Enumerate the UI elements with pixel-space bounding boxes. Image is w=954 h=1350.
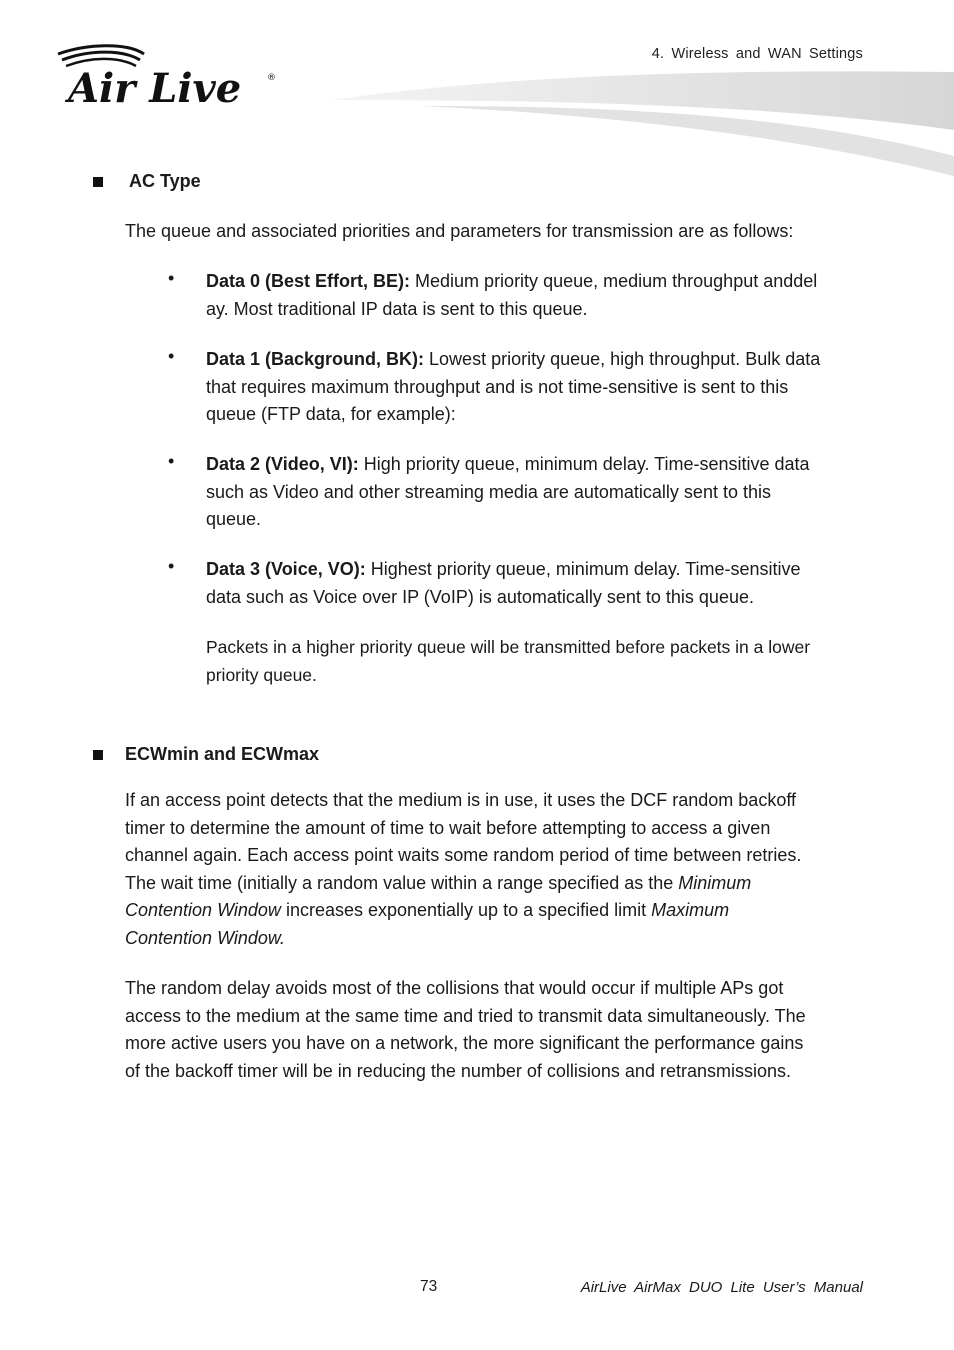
bullet-text: data such as Voice over IP (VoIP) is automatically sent to this queue. xyxy=(206,586,754,607)
square-bullet-icon xyxy=(93,750,103,760)
bullet-text: ay. Most traditional IP data is sent to this queue. xyxy=(206,298,588,319)
airlive-logo xyxy=(56,40,286,110)
bullet-text: High priority queue, minimum delay. Time-sensitive data xyxy=(358,454,810,474)
bullet-text: that requires maximum throughput and is not time-sensitive is sent to this xyxy=(206,376,789,397)
list-item xyxy=(206,451,886,534)
bullet-text: queue. xyxy=(206,509,262,530)
square-bullet-icon xyxy=(93,177,103,187)
svg-text:Air Live: Air Live xyxy=(68,65,242,110)
paragraph-line: The random delay avoids most of the collisions that would occur if multiple APs got xyxy=(125,978,784,998)
list-item xyxy=(206,346,886,429)
manual-title: AirLive AirMax DUO Lite User’s Manual xyxy=(580,1279,863,1296)
bullet-term: Data 3 (Voice, VO): xyxy=(206,559,366,579)
bullet-text: Lowest priority queue, high throughput. Bulk data xyxy=(424,349,821,369)
paragraph-line: more active users you have on a network, the more significant the performance gains xyxy=(125,1033,804,1054)
note-text: Packets in a higher priority queue will be transmitted before packets in a lower xyxy=(206,637,811,657)
ecw-paragraph-1 xyxy=(125,787,885,953)
bullet-icon: • xyxy=(168,451,175,471)
section-heading: ECWmin and ECWmax xyxy=(125,744,320,764)
italic-term: Contention Window. xyxy=(125,927,285,948)
bullet-term: Data 2 (Video, VI): xyxy=(206,454,359,474)
chapter-title: 4. Wireless and WAN Settings xyxy=(651,46,863,62)
bullet-text: Highest priority queue, minimum delay. Time-sensitive xyxy=(365,559,801,579)
svg-text:®: ® xyxy=(267,73,276,83)
note-text: priority queue. xyxy=(206,664,317,685)
bullet-text: queue (FTP data, for example): xyxy=(206,404,456,425)
paragraph-line: timer to determine the amount of time to wait before attempting to access a given xyxy=(125,817,771,838)
ecw-paragraph-2 xyxy=(125,975,885,1085)
paragraph-text: The wait time (initially a random value within a range specified as the xyxy=(125,872,679,893)
paragraph-text: increases exponentially up to a specified limit xyxy=(280,900,652,921)
bullet-term: Data 0 (Best Effort, BE): xyxy=(206,271,411,291)
italic-term: Minimum xyxy=(678,872,752,893)
paragraph-line: access to the medium at the same time and tried to transmit data simultaneously. The xyxy=(125,1005,806,1026)
priority-note xyxy=(206,634,886,689)
bullet-icon: • xyxy=(168,346,175,366)
italic-term: Contention Window xyxy=(125,900,281,921)
page-number: 73 xyxy=(420,1278,438,1295)
bullet-icon: • xyxy=(168,268,175,288)
header-swoosh xyxy=(330,66,954,186)
paragraph-line: channel again. Each access point waits some random period of time between retries. xyxy=(125,845,802,866)
italic-term: Maximum xyxy=(651,900,730,921)
list-item xyxy=(206,268,886,323)
section-heading: AC Type xyxy=(129,171,201,191)
bullet-icon: • xyxy=(168,556,175,576)
paragraph-line: of the backoff timer will be in reducing the number of collisions and retransmissions. xyxy=(125,1060,791,1081)
list-item xyxy=(206,556,886,611)
section-intro: The queue and associated priorities and parameters for transmission are as follows: xyxy=(125,221,794,241)
bullet-term: Data 1 (Background, BK): xyxy=(206,349,425,369)
bullet-text: Medium priority queue, medium throughput anddel xyxy=(410,271,818,291)
bullet-text: such as Video and other streaming media are automatically sent to this xyxy=(206,481,771,502)
paragraph-line: If an access point detects that the medium is in use, it uses the DCF random backoff xyxy=(125,790,797,810)
